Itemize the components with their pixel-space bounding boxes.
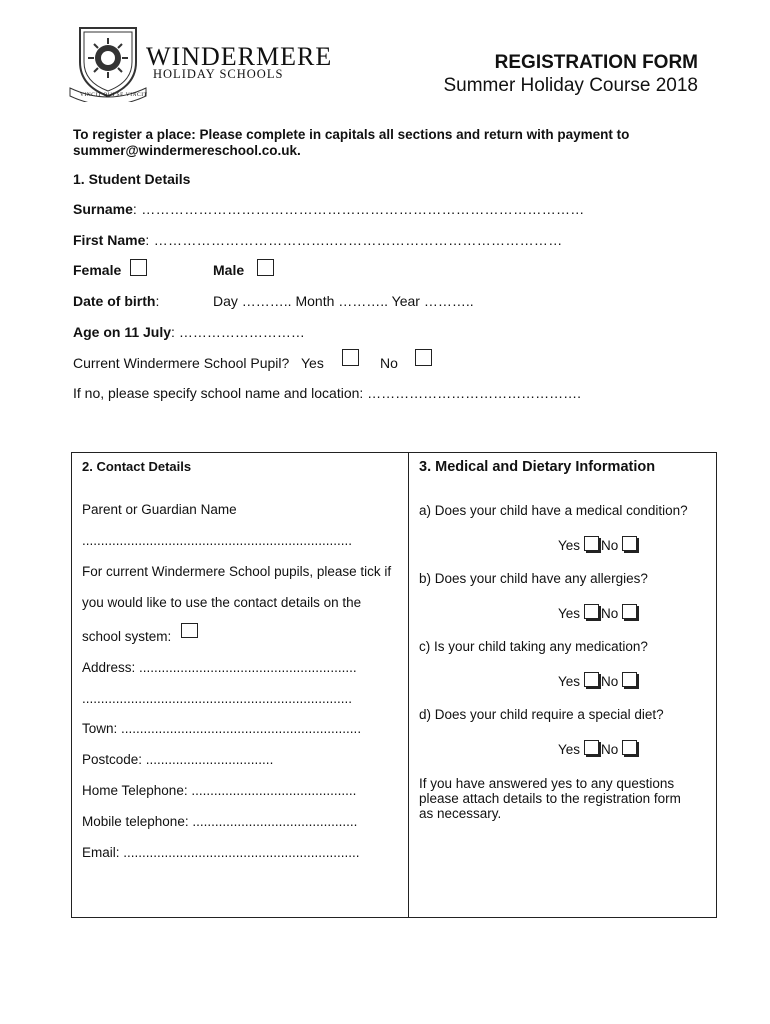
female-checkbox[interactable] <box>130 259 147 276</box>
allergies-yes-checkbox[interactable] <box>584 604 599 619</box>
answer-row-c <box>558 672 639 689</box>
pupil-tick-line-2: you would like to use the contact details on the <box>82 595 362 610</box>
age-dots: : ……………………… <box>171 324 305 340</box>
answer-row-d <box>558 740 639 757</box>
medical-note-line-2: please attach details to the registration form <box>419 791 681 806</box>
answer-row-a <box>558 536 639 553</box>
pupil-tick-line-3: school system: <box>82 629 172 644</box>
pupil-no-label: No <box>380 355 398 371</box>
first-name-dots: : ………………………………..………………………………………… <box>145 232 563 248</box>
age-field[interactable] <box>73 324 305 340</box>
question-medication: c) Is your child taking any medication? <box>419 639 648 654</box>
medication-yes-checkbox[interactable] <box>584 672 599 687</box>
crest-icon <box>68 22 148 102</box>
age-label: Age on 11 July <box>73 324 172 340</box>
no-label: No <box>601 742 619 757</box>
pupil-no-checkbox[interactable] <box>415 349 432 366</box>
yes-label: Yes <box>558 742 581 757</box>
diet-no-checkbox[interactable] <box>622 740 637 755</box>
male-checkbox[interactable] <box>257 259 274 276</box>
pupil-tick-line-1: For current Windermere School pupils, please tick if <box>82 564 392 579</box>
yes-label: Yes <box>558 538 581 553</box>
medical-note-line-1: If you have answered yes to any questions <box>419 776 675 791</box>
dob-fields[interactable]: Day ……….. Month ……….. Year ……….. <box>213 293 474 309</box>
contact-details-heading: 2. Contact Details <box>82 459 192 474</box>
medical-note-line-3: as necessary. <box>419 806 502 821</box>
medical-no-checkbox[interactable] <box>622 536 637 551</box>
medical-yes-checkbox[interactable] <box>584 536 599 551</box>
school-specify-field[interactable]: If no, please specify school name and location: ………………………………………. <box>73 385 582 401</box>
email-field[interactable]: Email: ............................................................... <box>82 845 360 860</box>
student-details-heading: 1. Student Details <box>73 171 191 187</box>
first-name-field[interactable] <box>73 232 563 248</box>
allergies-no-checkbox[interactable] <box>622 604 637 619</box>
mobile-telephone-field[interactable]: Mobile telephone: ............................................ <box>82 814 358 829</box>
logo-name: WINDERMERE <box>146 42 333 71</box>
no-label: No <box>601 674 619 689</box>
intro-email: summer@windermereschool.co.uk. <box>73 143 301 158</box>
yes-label: Yes <box>558 674 581 689</box>
parent-name-label: Parent or Guardian Name <box>82 502 237 517</box>
medication-no-checkbox[interactable] <box>622 672 637 687</box>
surname-label: Surname <box>73 201 133 217</box>
postcode-field[interactable]: Postcode: .................................. <box>82 752 274 767</box>
question-medical-condition: a) Does your child have a medical condition? <box>419 503 688 518</box>
address-field-2[interactable]: ........................................................................ <box>82 691 353 706</box>
male-label: Male <box>213 262 245 278</box>
logo-subtitle: HOLIDAY SCHOOLS <box>153 67 284 81</box>
school-logo <box>68 22 348 102</box>
school-system-checkbox[interactable] <box>181 623 198 638</box>
form-subtitle: Summer Holiday Course 2018 <box>443 75 698 96</box>
medical-heading: 3. Medical and Dietary Information <box>419 459 656 475</box>
table-divider <box>408 452 409 918</box>
town-field[interactable]: Town: ................................................................ <box>82 721 362 736</box>
pupil-yes-checkbox[interactable] <box>342 349 359 366</box>
first-name-label: First Name <box>73 232 146 248</box>
no-label: No <box>601 538 619 553</box>
answer-row-b <box>558 604 639 621</box>
surname-field[interactable] <box>73 201 585 217</box>
diet-yes-checkbox[interactable] <box>584 740 599 755</box>
question-special-diet: d) Does your child require a special diet? <box>419 707 664 722</box>
parent-name-field[interactable]: ........................................................................ <box>82 533 353 548</box>
question-allergies: b) Does your child have any allergies? <box>419 571 648 586</box>
pupil-question: Current Windermere School Pupil? <box>73 355 290 371</box>
form-title: REGISTRATION FORM <box>494 52 698 73</box>
intro-line-1: To register a place: Please complete in capitals all sections and return with payment to <box>73 127 630 142</box>
dob-label-group <box>73 293 159 309</box>
dob-colon: : <box>155 293 160 309</box>
dob-label: Date of birth <box>73 293 156 309</box>
surname-dots: : ………………………………………………………………………………… <box>132 201 585 217</box>
logo-motto: VINCIT QUI SE VINCIT <box>80 92 148 98</box>
pupil-yes-label: Yes <box>301 355 324 371</box>
address-field[interactable]: Address: .......................................................... <box>82 660 357 675</box>
female-label: Female <box>73 262 122 278</box>
yes-label: Yes <box>558 606 581 621</box>
home-telephone-field[interactable]: Home Telephone: ............................................ <box>82 783 357 798</box>
no-label: No <box>601 606 619 621</box>
